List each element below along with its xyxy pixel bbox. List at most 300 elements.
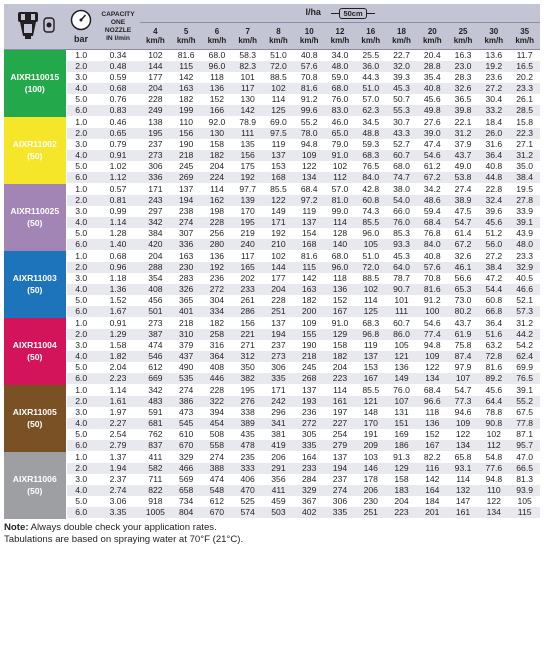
- rate-cell: 164: [417, 485, 448, 496]
- rate-cell: 43.9: [509, 228, 540, 239]
- nozzle-size: (50): [27, 352, 43, 362]
- rate-cell: 56.6: [448, 273, 479, 284]
- pressure-cell: 4.0: [66, 83, 96, 94]
- rate-cell: 137: [171, 184, 202, 196]
- rate-cell: 210: [263, 239, 294, 251]
- capacity-cell: 0.34: [96, 50, 140, 62]
- rate-cell: 122: [263, 195, 294, 206]
- rate-cell: 156: [171, 128, 202, 139]
- rate-cell: 206: [263, 452, 294, 464]
- rate-cell: 94.8: [417, 340, 448, 351]
- speed-unit: km/h: [176, 36, 196, 45]
- table-row: [4, 150, 540, 161]
- rate-cell: 276: [232, 396, 263, 407]
- rate-cell: 64.4: [478, 396, 509, 407]
- rate-cell: 237: [263, 340, 294, 351]
- rate-cell: 435: [232, 429, 263, 440]
- pressure-cell: 2.0: [66, 61, 96, 72]
- pressure-cell: 3.0: [66, 72, 96, 83]
- rate-cell: 105: [355, 239, 386, 251]
- rate-cell: 82.3: [232, 61, 263, 72]
- capacity-cell: 1.14: [96, 217, 140, 228]
- nozzle-label: [4, 452, 66, 519]
- rate-cell: 274: [171, 385, 202, 397]
- rate-cell: 122: [294, 161, 325, 172]
- rate-cell: 804: [171, 507, 202, 519]
- rate-cell: 90.8: [478, 418, 509, 429]
- rate-cell: 178: [355, 474, 386, 485]
- nozzle-name: AIXR11002: [12, 139, 57, 149]
- rate-cell: 51.0: [355, 83, 386, 94]
- rate-cell: 612: [140, 362, 171, 373]
- rate-cell: 171: [263, 217, 294, 228]
- rate-cell: 144: [140, 61, 171, 72]
- capacity-cell: 1.40: [96, 239, 140, 251]
- rate-cell: 669: [140, 373, 171, 385]
- rate-cell: 30.4: [478, 94, 509, 105]
- capacity-cell: 1.67: [96, 306, 140, 318]
- rate-cell: 51.0: [355, 251, 386, 263]
- rate-cell: 55.2: [509, 396, 540, 407]
- nozzle-spacing: [331, 8, 374, 19]
- table-row: [4, 83, 540, 94]
- rate-cell: 40.8: [417, 83, 448, 94]
- speed-value: 35: [520, 27, 530, 36]
- capacity-cell: 2.37: [96, 474, 140, 485]
- rate-cell: 62.3: [355, 105, 386, 117]
- pressure-cell: 3.0: [66, 474, 96, 485]
- table-row: [4, 228, 540, 239]
- rate-cell: 49.8: [417, 105, 448, 117]
- table-row: [4, 61, 540, 72]
- rate-cell: 365: [171, 295, 202, 306]
- rate-cell: 119: [294, 206, 325, 217]
- rate-cell: 68.0: [325, 251, 356, 263]
- pressure-cell: 3.0: [66, 273, 96, 284]
- rate-cell: 569: [171, 474, 202, 485]
- rate-cell: 137: [325, 452, 356, 464]
- table-row: [4, 463, 540, 474]
- rate-cell: 91.3: [386, 452, 417, 464]
- rate-cell: 283: [171, 273, 202, 284]
- rate-cell: 91.0: [325, 318, 356, 330]
- rate-cell: 34.5: [355, 117, 386, 129]
- rate-cell: 223: [386, 507, 417, 519]
- rate-cell: 32.0: [386, 61, 417, 72]
- rate-cell: 28.3: [448, 72, 479, 83]
- rate-cell: 84.0: [355, 172, 386, 184]
- rate-cell: 136: [417, 418, 448, 429]
- rate-cell: 454: [202, 418, 233, 429]
- rate-cell: 128: [325, 228, 356, 239]
- capacity-cell: 0.48: [96, 61, 140, 72]
- rate-cell: 251: [263, 306, 294, 318]
- pressure-cell: 2.0: [66, 396, 96, 407]
- rate-cell: 39.6: [478, 206, 509, 217]
- pressure-cell: 5.0: [66, 362, 96, 373]
- rate-cell: 23.0: [448, 61, 479, 72]
- speed-unit: km/h: [299, 36, 319, 45]
- rate-cell: 204: [325, 362, 356, 373]
- rate-cell: 26.0: [478, 128, 509, 139]
- rate-cell: 169: [386, 429, 417, 440]
- rate-cell: 83.0: [325, 105, 356, 117]
- rate-cell: 46.1: [448, 262, 479, 273]
- rate-cell: 38.4: [478, 262, 509, 273]
- rate-cell: 70.8: [417, 273, 448, 284]
- rate-cell: 158: [202, 139, 233, 150]
- rate-cell: 16.5: [509, 61, 540, 72]
- rate-cell: 237: [325, 474, 356, 485]
- rate-cell: 273: [140, 318, 171, 330]
- rate-cell: 52.1: [509, 295, 540, 306]
- speed-unit: km/h: [484, 36, 504, 45]
- lha-label: l/ha: [305, 7, 321, 18]
- table-row: [4, 195, 540, 206]
- rate-cell: 305: [294, 429, 325, 440]
- table-row: [4, 396, 540, 407]
- capacity-cell: 0.91: [96, 318, 140, 330]
- rate-cell: 459: [263, 496, 294, 507]
- speed-value: 7: [245, 27, 250, 36]
- nozzle-name: AIXR11005: [12, 407, 57, 417]
- rate-cell: 182: [202, 318, 233, 330]
- rate-cell: 72.8: [478, 351, 509, 362]
- rate-cell: 195: [232, 217, 263, 228]
- rate-cell: 78.0: [294, 128, 325, 139]
- speed-header-18: [386, 23, 417, 50]
- rate-cell: 256: [202, 228, 233, 239]
- rate-cell: 164: [294, 452, 325, 464]
- rate-cell: 53.8: [448, 172, 479, 184]
- rate-cell: 335: [263, 373, 294, 385]
- rate-cell: 130: [202, 128, 233, 139]
- rate-cell: 152: [417, 429, 448, 440]
- rate-cell: 612: [202, 496, 233, 507]
- table-row: [4, 418, 540, 429]
- rate-cell: 27.6: [417, 117, 448, 129]
- rate-cell: 102: [263, 251, 294, 263]
- speed-unit: km/h: [269, 36, 288, 45]
- rate-cell: 96.0: [325, 262, 356, 273]
- rate-cell: 16.3: [448, 50, 479, 62]
- rate-cell: 66.5: [509, 463, 540, 474]
- capacity-cell: 3.06: [96, 496, 140, 507]
- rate-cell: 81.3: [509, 474, 540, 485]
- capacity-cell: 2.04: [96, 362, 140, 373]
- rate-cell: 102: [263, 83, 294, 94]
- rate-cell: 142: [171, 72, 202, 83]
- rate-cell: 155: [294, 329, 325, 340]
- rate-cell: 153: [263, 161, 294, 172]
- nozzle-name: AIXR110015: [10, 72, 60, 83]
- rate-cell: 36.4: [478, 318, 509, 330]
- rate-cell: 170: [355, 418, 386, 429]
- rate-cell: 136: [202, 251, 233, 263]
- rate-cell: 33.2: [478, 105, 509, 117]
- rate-cell: 19.2: [478, 61, 509, 72]
- rate-cell: 183: [386, 485, 417, 496]
- nozzle-name: AIXR110025: [10, 206, 60, 216]
- rate-cell: 81.6: [294, 83, 325, 94]
- capacity-header: [96, 4, 140, 50]
- rate-cell: 78.7: [386, 273, 417, 284]
- rate-cell: 118: [325, 273, 356, 284]
- capacity-cell: 0.99: [96, 206, 140, 217]
- speed-unit: km/h: [146, 36, 165, 45]
- table-body: [4, 50, 540, 519]
- rate-cell: 112: [478, 440, 509, 452]
- rate-cell: 233: [232, 284, 263, 295]
- rate-cell: 22.8: [478, 184, 509, 196]
- rate-cell: 329: [294, 485, 325, 496]
- table-row: [4, 295, 540, 306]
- rate-cell: 125: [263, 105, 294, 117]
- rate-cell: 280: [202, 239, 233, 251]
- rate-cell: 27.8: [509, 195, 540, 206]
- rate-cell: 32.6: [448, 251, 479, 263]
- capacity-cell: 0.65: [96, 128, 140, 139]
- pressure-cell: 2.0: [66, 195, 96, 206]
- rate-cell: 78.8: [478, 407, 509, 418]
- rate-cell: 137: [294, 217, 325, 228]
- capacity-cell: 1.97: [96, 407, 140, 418]
- table-row: [4, 474, 540, 485]
- rate-cell: 134: [448, 440, 479, 452]
- rate-cell: 136: [386, 362, 417, 373]
- rate-cell: 381: [263, 429, 294, 440]
- rate-cell: 39.0: [417, 128, 448, 139]
- rate-cell: 681: [140, 418, 171, 429]
- rate-cell: 76.0: [325, 94, 356, 105]
- rate-cell: 78.9: [232, 117, 263, 129]
- rate-cell: 28.8: [417, 61, 448, 72]
- rate-cell: 122: [448, 429, 479, 440]
- rate-cell: 473: [171, 407, 202, 418]
- speed-unit: km/h: [515, 36, 534, 45]
- rate-cell: 137: [263, 318, 294, 330]
- capacity-cell: 0.68: [96, 251, 140, 263]
- rate-cell: 13.6: [478, 50, 509, 62]
- rate-cell: 81.0: [325, 195, 356, 206]
- rate-cell: 545: [171, 418, 202, 429]
- rate-cell: 114: [448, 474, 479, 485]
- rate-cell: 87.1: [509, 429, 540, 440]
- rate-cell: 67.2: [448, 239, 479, 251]
- rate-cell: 503: [263, 507, 294, 519]
- rate-cell: 91.0: [325, 150, 356, 161]
- capacity-label-line: IN l/min: [106, 34, 130, 42]
- capacity-cell: 0.96: [96, 262, 140, 273]
- rate-cell: 310: [171, 329, 202, 340]
- table-row: [4, 429, 540, 440]
- rate-cell: 307: [171, 228, 202, 239]
- note-line: [4, 522, 540, 534]
- nozzle-size: (50): [27, 285, 43, 295]
- rate-cell: 336: [140, 172, 171, 184]
- rate-cell: 32.4: [478, 195, 509, 206]
- rate-cell: 95.7: [509, 440, 540, 452]
- speed-value: 4: [153, 27, 158, 36]
- pressure-cell: 5.0: [66, 161, 96, 172]
- rate-cell: 114: [263, 94, 294, 105]
- rate-cell: 182: [202, 150, 233, 161]
- pressure-cell: 4.0: [66, 418, 96, 429]
- rate-cell: 94.8: [478, 474, 509, 485]
- rate-cell: 87.4: [448, 351, 479, 362]
- capacity-cell: 0.46: [96, 117, 140, 129]
- bar-label: bar: [73, 34, 88, 44]
- rate-cell: 168: [263, 172, 294, 184]
- speed-header-4: [140, 23, 171, 50]
- rate-cell: 136: [202, 83, 233, 94]
- rate-cell: 23.3: [509, 83, 540, 94]
- table-row: [4, 351, 540, 362]
- pressure-cell: 5.0: [66, 228, 96, 239]
- rate-cell: 177: [263, 273, 294, 284]
- speed-value: 10: [304, 27, 314, 36]
- rate-cell: 67.2: [417, 172, 448, 184]
- table-row: [4, 206, 540, 217]
- rate-cell: 121: [355, 396, 386, 407]
- rate-cell: 76.5: [509, 373, 540, 385]
- rate-cell: 97.5: [263, 128, 294, 139]
- rate-cell: 47.2: [478, 273, 509, 284]
- rate-cell: 158: [325, 340, 356, 351]
- rate-cell: 134: [417, 373, 448, 385]
- rate-cell: 342: [140, 385, 171, 397]
- nozzle-name: AIXR11003: [12, 273, 57, 283]
- rate-cell: 39.1: [509, 217, 540, 228]
- pressure-cell: 6.0: [66, 507, 96, 519]
- rate-cell: 48.6: [417, 195, 448, 206]
- rate-cell: 306: [263, 362, 294, 373]
- pressure-cell: 1.0: [66, 452, 96, 464]
- pressure-cell: 6.0: [66, 172, 96, 184]
- pressure-cell: 2.0: [66, 329, 96, 340]
- rate-cell: 356: [263, 474, 294, 485]
- pressure-cell: 2.0: [66, 463, 96, 474]
- rate-cell: 99.6: [294, 105, 325, 117]
- rate-cell: 148: [355, 407, 386, 418]
- speed-header-12: [325, 23, 356, 50]
- rate-cell: 74.3: [355, 206, 386, 217]
- rate-cell: 102: [140, 50, 171, 62]
- rate-cell: 73.0: [448, 295, 479, 306]
- rate-cell: 329: [171, 452, 202, 464]
- rate-cell: 171: [140, 184, 171, 196]
- table-row: [4, 440, 540, 452]
- rate-cell: 70.8: [294, 72, 325, 83]
- rate-cell: 76.0: [386, 385, 417, 397]
- rate-cell: 182: [325, 351, 356, 362]
- rate-cell: 101: [232, 72, 263, 83]
- rate-cell: 23.3: [509, 251, 540, 263]
- rate-cell: 65.8: [448, 452, 479, 464]
- rate-cell: 61.9: [448, 329, 479, 340]
- rate-cell: 279: [325, 440, 356, 452]
- capacity-cell: 0.57: [96, 184, 140, 196]
- rate-cell: 336: [171, 239, 202, 251]
- rate-cell: 63.2: [478, 340, 509, 351]
- rate-cell: 60.8: [478, 295, 509, 306]
- rate-cell: 228: [202, 385, 233, 397]
- note-text: Always double check your application rates.: [28, 522, 217, 533]
- rate-cell: 240: [232, 239, 263, 251]
- pressure-cell: 3.0: [66, 340, 96, 351]
- rate-cell: 91.2: [294, 94, 325, 105]
- pressure-cell: 4.0: [66, 217, 96, 228]
- application-rate-table: [4, 4, 540, 519]
- speed-header-35: [509, 23, 540, 50]
- nozzle-icon: [15, 10, 41, 43]
- rate-cell: 26.1: [509, 94, 540, 105]
- rate-cell: 389: [232, 418, 263, 429]
- rate-cell: 111: [386, 306, 417, 318]
- rate-cell: 60.7: [386, 318, 417, 330]
- rate-cell: 45.6: [417, 94, 448, 105]
- rate-cell: 165: [232, 262, 263, 273]
- capacity-cell: 2.27: [96, 418, 140, 429]
- rate-cell: 137: [294, 385, 325, 397]
- rate-cell: 163: [171, 83, 202, 94]
- rate-cell: 182: [171, 94, 202, 105]
- capacity-cell: 0.81: [96, 195, 140, 206]
- rate-cell: 132: [448, 485, 479, 496]
- rate-cell: 44.2: [509, 329, 540, 340]
- rate-cell: 46.6: [509, 284, 540, 295]
- rate-cell: 218: [294, 351, 325, 362]
- table-row: [4, 184, 540, 196]
- rate-cell: 272: [202, 284, 233, 295]
- rate-cell: 34.0: [325, 50, 356, 62]
- spacing-label: 50cm: [339, 8, 366, 19]
- table-row: [4, 161, 540, 172]
- rate-cell: 54.2: [509, 340, 540, 351]
- rate-cell: 137: [263, 150, 294, 161]
- speed-header-16: [355, 23, 386, 50]
- rate-cell: 96.8: [355, 329, 386, 340]
- rate-cell: 258: [202, 329, 233, 340]
- rate-cell: 219: [232, 228, 263, 239]
- nozzle-label: [4, 184, 66, 251]
- rate-cell: 230: [355, 496, 386, 507]
- rate-cell: 77.3: [448, 396, 479, 407]
- capacity-cell: 1.02: [96, 161, 140, 172]
- rate-cell: 77.4: [417, 329, 448, 340]
- rate-cell: 171: [263, 385, 294, 397]
- rate-cell: 411: [263, 485, 294, 496]
- rate-cell: 18.4: [478, 117, 509, 129]
- rate-cell: 186: [386, 440, 417, 452]
- pressure-cell: 3.0: [66, 139, 96, 150]
- rate-cell: 245: [171, 161, 202, 172]
- rate-cell: 129: [325, 329, 356, 340]
- rate-cell: 62.4: [509, 351, 540, 362]
- rate-cell: 103: [355, 452, 386, 464]
- rate-cell: 66.0: [386, 206, 417, 217]
- rate-cell: 408: [140, 284, 171, 295]
- pressure-cell: 1.0: [66, 184, 96, 196]
- rate-cell: 134: [478, 507, 509, 519]
- rate-cell: 31.6: [478, 139, 509, 150]
- table-row: [4, 507, 540, 519]
- rate-cell: 122: [478, 496, 509, 507]
- rate-cell: 153: [355, 362, 386, 373]
- pressure-cell: 5.0: [66, 429, 96, 440]
- rate-cell: 51.2: [478, 228, 509, 239]
- rate-cell: 68.3: [355, 150, 386, 161]
